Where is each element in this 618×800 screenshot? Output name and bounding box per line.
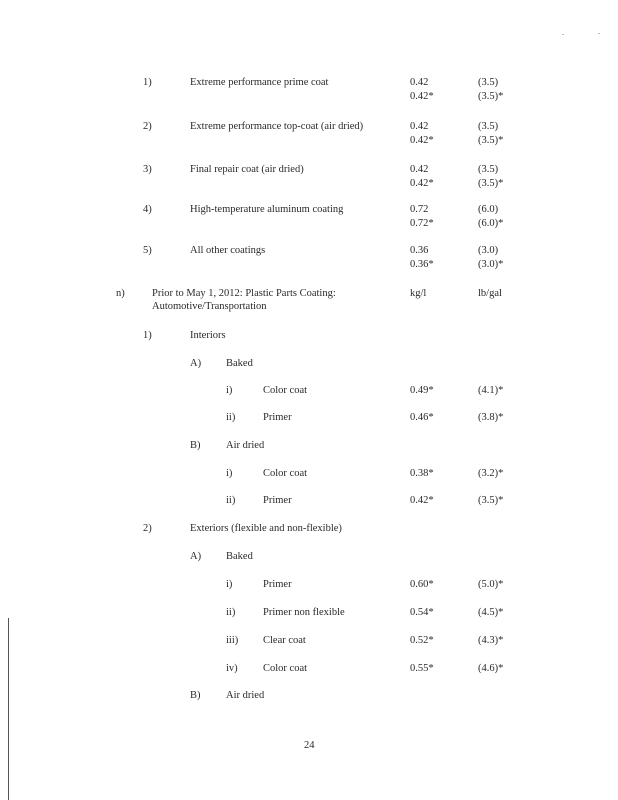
item-number: 4)	[143, 204, 152, 215]
metric-value: 0.42	[410, 164, 429, 175]
english-value: (3.8)*	[478, 412, 504, 423]
english-value: (3.5)	[478, 77, 499, 88]
metric-value: 0.42*	[410, 135, 434, 146]
category-label: Exteriors (flexible and non-flexible)	[190, 523, 342, 534]
subcategory-letter: A)	[190, 551, 202, 562]
english-value: (3.5)*	[478, 495, 504, 506]
english-value: (3.5)*	[478, 178, 504, 189]
subcategory-label: Air dried	[226, 440, 265, 451]
subcategory-label: Baked	[226, 358, 253, 369]
english-value: (6.0)*	[478, 218, 504, 229]
subcategory-label: Air dried	[226, 690, 265, 701]
section-title-continued: Automotive/Transportation	[152, 301, 267, 312]
sub-item-number: i)	[226, 579, 233, 590]
sub-item-number: i)	[226, 385, 233, 396]
sub-item-label: Color coat	[263, 663, 308, 674]
item-number: 1)	[143, 330, 152, 341]
metric-value: 0.46*	[410, 412, 434, 423]
metric-value: 0.36*	[410, 259, 434, 270]
metric-value: 0.42*	[410, 91, 434, 102]
metric-value: 0.42	[410, 77, 429, 88]
english-value: (5.0)*	[478, 579, 504, 590]
subcategory-letter: B)	[190, 690, 201, 701]
category-label: Interiors	[190, 330, 226, 341]
sub-item-label: Primer	[263, 495, 292, 506]
coating-label: High-temperature aluminum coating	[190, 204, 344, 215]
english-value: (6.0)	[478, 204, 499, 215]
scan-speck	[562, 34, 564, 35]
scan-edge-line	[8, 618, 9, 800]
sub-item-label: Color coat	[263, 385, 308, 396]
english-value: (4.1)*	[478, 385, 504, 396]
english-value: (3.2)*	[478, 468, 504, 479]
section-letter: n)	[116, 288, 125, 299]
metric-unit-header: kg/l	[410, 288, 427, 299]
metric-value: 0.42	[410, 121, 429, 132]
metric-value: 0.55*	[410, 663, 434, 674]
metric-value: 0.38*	[410, 468, 434, 479]
coating-label: Extreme performance top-coat (air dried)	[190, 121, 364, 132]
section-title: Prior to May 1, 2012: Plastic Parts Coating:	[152, 288, 336, 299]
coating-label: Extreme performance prime coat	[190, 77, 329, 88]
subcategory-letter: A)	[190, 358, 202, 369]
sub-item-number: ii)	[226, 607, 236, 618]
item-number: 2)	[143, 523, 152, 534]
english-value: (4.6)*	[478, 663, 504, 674]
metric-value: 0.52*	[410, 635, 434, 646]
subcategory-letter: B)	[190, 440, 201, 451]
english-value: (3.5)	[478, 164, 499, 175]
item-number: 2)	[143, 121, 152, 132]
metric-value: 0.72	[410, 204, 429, 215]
sub-item-number: iv)	[226, 663, 238, 674]
coating-label: Final repair coat (air dried)	[190, 164, 304, 175]
metric-value: 0.42*	[410, 178, 434, 189]
sub-item-label: Primer	[263, 412, 292, 423]
metric-value: 0.60*	[410, 579, 434, 590]
english-value: (3.5)*	[478, 91, 504, 102]
metric-value: 0.49*	[410, 385, 434, 396]
metric-value: 0.42*	[410, 495, 434, 506]
english-value: (4.5)*	[478, 607, 504, 618]
sub-item-number: ii)	[226, 412, 236, 423]
sub-item-label: Primer	[263, 579, 292, 590]
subcategory-label: Baked	[226, 551, 253, 562]
scan-speck	[598, 33, 600, 34]
sub-item-number: i)	[226, 468, 233, 479]
metric-value: 0.54*	[410, 607, 434, 618]
sub-item-number: ii)	[226, 495, 236, 506]
item-number: 5)	[143, 245, 152, 256]
english-unit-header: lb/gal	[478, 288, 502, 299]
sub-item-label: Clear coat	[263, 635, 306, 646]
item-number: 1)	[143, 77, 152, 88]
page-number: 24	[304, 740, 315, 751]
sub-item-number: iii)	[226, 635, 239, 646]
english-value: (3.0)	[478, 245, 499, 256]
english-value: (4.3)*	[478, 635, 504, 646]
metric-value: 0.72*	[410, 218, 434, 229]
sub-item-label: Primer non flexible	[263, 607, 345, 618]
sub-item-label: Color coat	[263, 468, 308, 479]
english-value: (3.5)	[478, 121, 499, 132]
english-value: (3.0)*	[478, 259, 504, 270]
metric-value: 0.36	[410, 245, 429, 256]
item-number: 3)	[143, 164, 152, 175]
english-value: (3.5)*	[478, 135, 504, 146]
coating-label: All other coatings	[190, 245, 266, 256]
